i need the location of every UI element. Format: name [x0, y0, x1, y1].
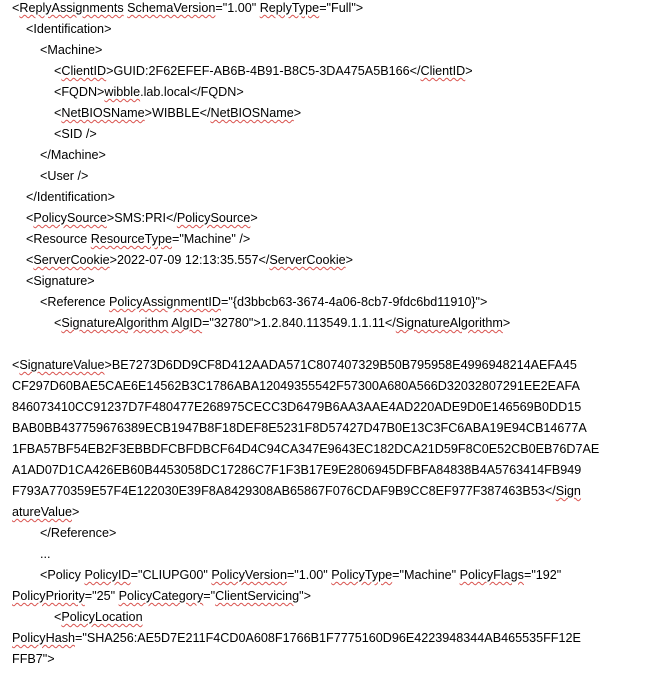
text-line: <Identification>	[26, 22, 112, 36]
text-line: PolicyPriority="25" PolicyCategory="ClientServicing">	[12, 589, 311, 603]
text-line: atureValue>	[12, 505, 80, 519]
text-line: 1FBA57BF54EB2F3EBBDFCBFDBCF64D4C94CA347E9643EC182DCA21D59F8C0E52CB0EB76D7AE	[12, 442, 600, 456]
text-line: <SignatureAlgorithm AlgID="32780">1.2.840.113549.1.1.11</SignatureAlgorithm>	[54, 316, 511, 330]
text-line: CF297D60BAE5CAE6E14562B3C1786ABA12049355542F57300A680A566D32032807291EE2EAFA	[12, 379, 580, 393]
text-line: <Policy PolicyID="CLIUPG00" PolicyVersion="1.00" PolicyType="Machine" PolicyFlags="192"	[40, 568, 562, 582]
text-line: <Reference PolicyAssignmentID="{d3bbcb63-3674-4a06-8cb7-9fdc6bd11910}">	[40, 295, 488, 309]
text-line: </Reference>	[40, 526, 117, 540]
text-line: <PolicySource>SMS:PRI</PolicySource>	[26, 211, 258, 225]
text-line: FFB7">	[12, 652, 55, 666]
text-line: <Machine>	[40, 43, 103, 57]
text-line: <PolicyLocation	[54, 610, 143, 624]
text-line: <User />	[40, 169, 89, 183]
text-line: <Resource ResourceType="Machine" />	[26, 232, 251, 246]
text-line: </Machine>	[40, 148, 106, 162]
text-line: A1AD07D1CA426EB60B4453058DC17286C7F1F3B17E9E2806945DFBFA84838B4A5763414FB949	[12, 463, 582, 477]
text-line: <ServerCookie>2022-07-09 12:13:35.557</ServerCookie>	[26, 253, 353, 267]
text-line: <FQDN>wibble.lab.local</FQDN>	[54, 85, 244, 99]
text-line: 846073410CC91237D7F480477E268975CECC3D6479B6AA3AAE4AD220ADE9D0E146569B0DD15	[12, 400, 582, 414]
text-line: <NetBIOSName>WIBBLE</NetBIOSName>	[54, 106, 302, 120]
text-line: <SignatureValue>BE7273D6DD9CF8D412AADA571C807407329B50B795958E4996948214AEFA45	[12, 358, 577, 372]
text-line: <SID />	[54, 127, 97, 141]
text-line: BAB0BB437759676389ECB1947B8F18DEF8E5231F8D57427D47B0E13C3FC6ABA19E94CB14677A	[12, 421, 587, 435]
text-line: <Signature>	[26, 274, 95, 288]
text-line: <ClientID>GUID:2F62EFEF-AB6B-4B91-B8C5-3DA475A5B166</ClientID>	[54, 64, 473, 78]
text-line: ...	[40, 547, 51, 561]
text-line: PolicyHash="SHA256:AE5D7E211F4CD0A608F1766B1F7775160D96E4223948344AB465535FF12E	[12, 631, 581, 645]
text-line: </Identification>	[26, 190, 115, 204]
text-line: F793A770359E57F4E122030E39F8A8429308AB65867F076CDAF9B9CC8EF977F387463B53</Sign	[12, 484, 581, 498]
text-line: <ReplyAssignments SchemaVersion="1.00" ReplyType="Full">	[12, 1, 364, 15]
